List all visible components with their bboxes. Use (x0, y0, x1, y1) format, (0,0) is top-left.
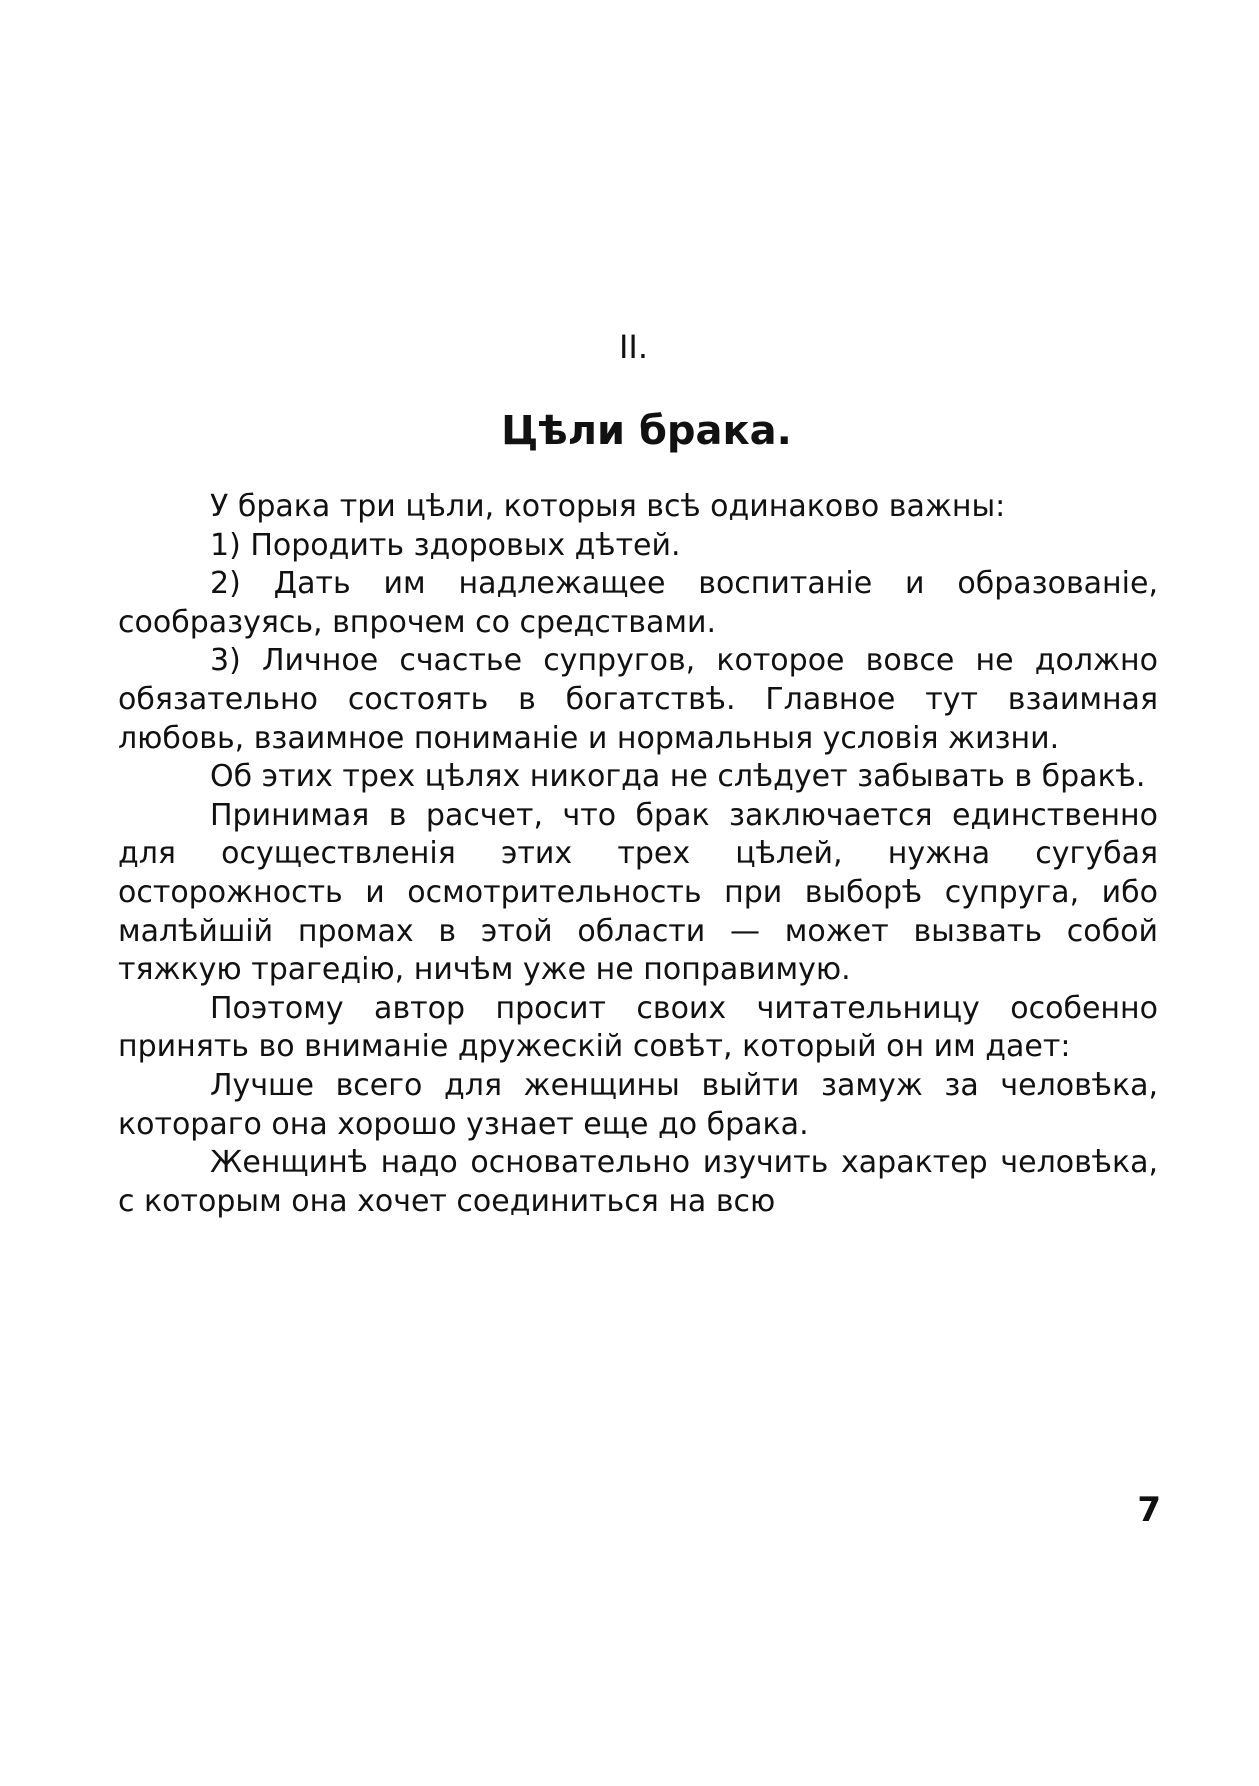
paragraph: Лучше всего для женщины выйти замуж за человѣка, котораго она хорошо узнает еще до брака. (118, 1067, 1158, 1142)
chapter-title: Цѣли брака. (501, 408, 792, 454)
paragraph: Женщинѣ надо основательно изучить характер человѣка, с которым она хочет соединиться на всю (118, 1145, 1158, 1219)
body-text (118, 488, 1158, 1221)
list-item-1: 1) Породить здоровых дѣтей. (210, 527, 681, 563)
list-item-2: 2) Дать им надлежащее воспитаніе и образованіе, сообразуясь, впрочем со средствами. (118, 566, 1158, 640)
paragraph: Принимая в расчет, что брак заключается единственно для осуществленія этих трех цѣлей, нужна сугубая осторожность и осмотрительность при выборѣ супруга, ибо малѣйшій промах в этой области — может вызвать собой тяжкую трагедію, ничѣм уже не поправимую. (118, 797, 1158, 988)
chapter-number: II. (618, 328, 649, 366)
paragraph: Поэтому автор просит своих читательницу особенно принять во вниманіе дружескій совѣт, который он им дает: (118, 990, 1158, 1065)
list-item-3: 3) Личное счастье супругов, которое вовсе не должно обязательно состоять в богатствѣ. Главное тут взаимная любовь, взаимное пониманіе и нормальныя условія жизни. (118, 643, 1158, 756)
page-number: 7 (1137, 1490, 1161, 1530)
paragraph: Об этих трех цѣлях никогда не слѣдует забывать в бракѣ. (210, 759, 1146, 795)
paragraph-intro: У брака три цѣли, которыя всѣ одинаково важны: (210, 489, 1006, 524)
